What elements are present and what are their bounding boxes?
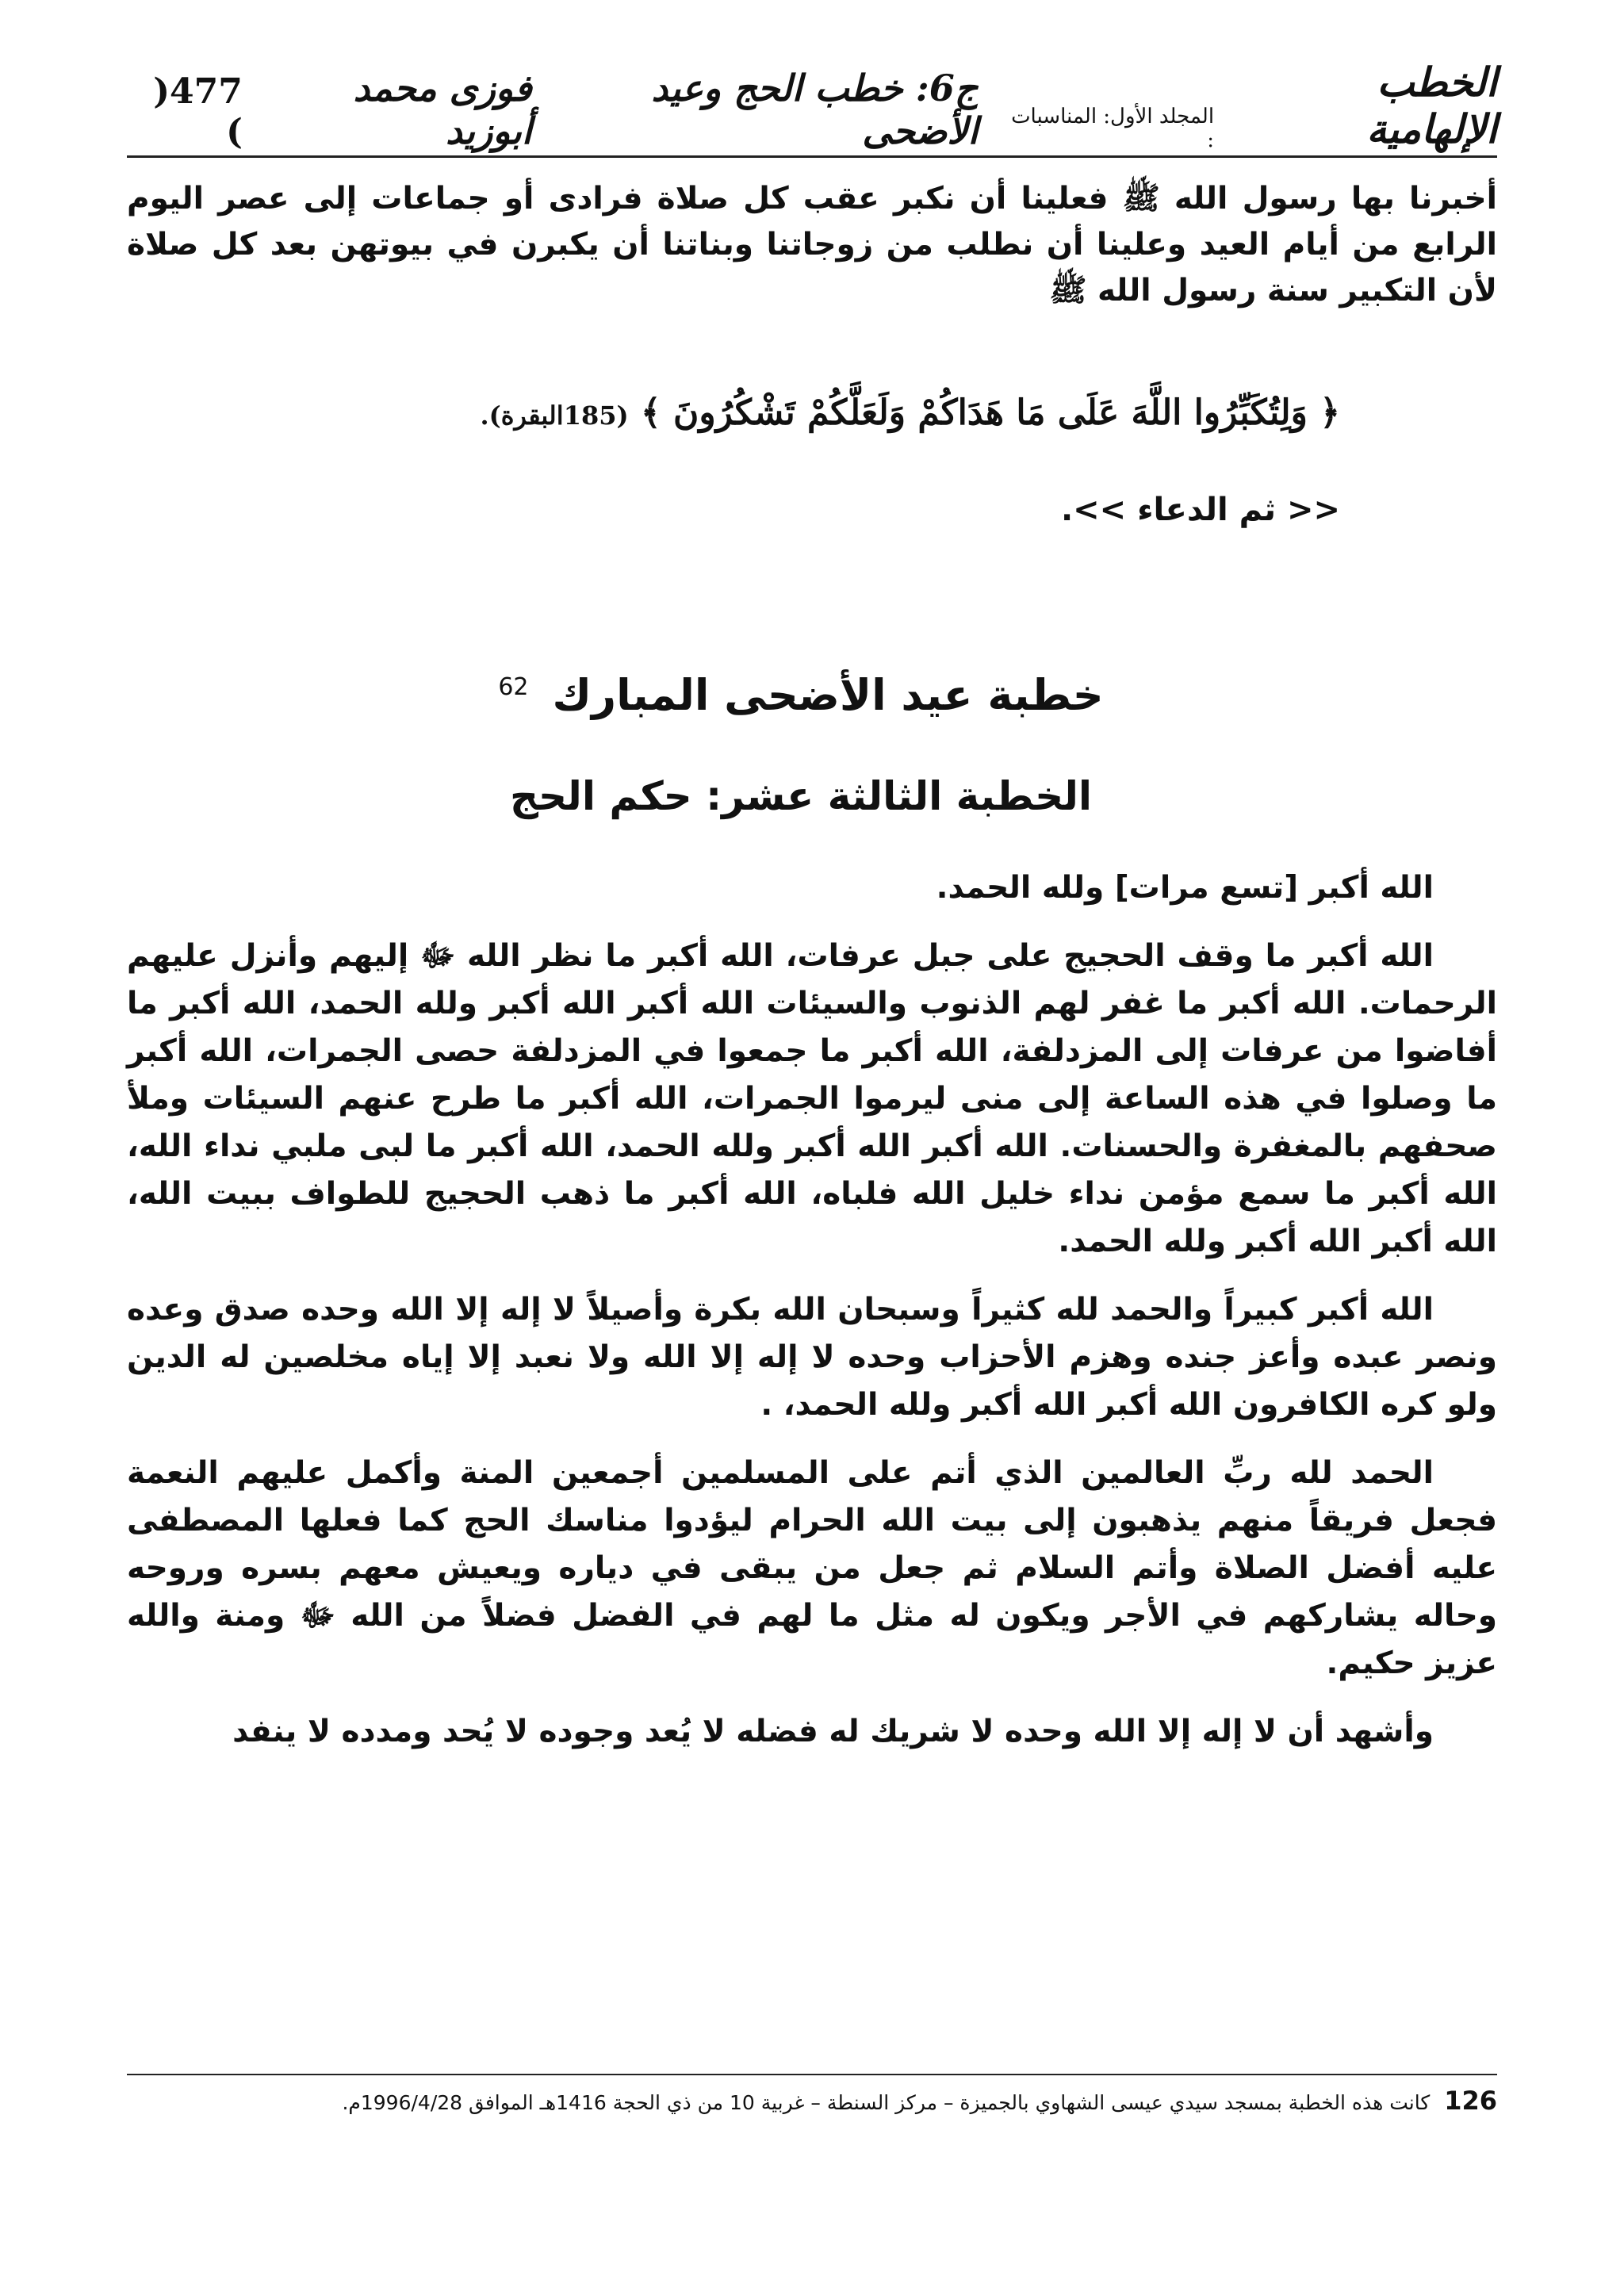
intro-paragraph-block: [127, 176, 1497, 314]
footnote-number: 126: [1444, 2086, 1497, 2116]
paragraph-3: الله أكبر كبيراً والحمد لله كثيراً وسبحان الله بكرة وأصيلاً لا إله إلا الله وحده صدق وعده ونصر عبده وأعز جنده وهزم الأحزاب وحده لا إله إلا الله ولا نعبد إلا إياه مخلصين له الدين ولو كره الكافرون الله أكبر الله أكبر ولله الحمد، .: [127, 1292, 1497, 1423]
running-header: [127, 59, 1497, 152]
header-right-group: [532, 59, 1497, 152]
header-left-group: [127, 67, 532, 152]
sermon-body: [127, 864, 1497, 1756]
paragraph-4: الحمد لله ربِّ العالمين الذي أتم على المسلمين أجمعين المنة وأكمل عليهم النعمة فجعل فريقاً منهم يذهبون إلى بيت الله الحرام ليؤدوا مناسك الحج كما فعلها المصطفى عليه أفضل الصلاة وأتم السلام ثم جعل من يبقى في دياره ويعيش معهم بسره وروحه وحاله يشاركهم في الأجر ويكون له مثل ما لهم في الفضل فضلاً من الله ﷻ ومنة والله عزيز حكيم.: [127, 1455, 1497, 1681]
footnote-reference: 62: [498, 673, 529, 701]
part-title: ج6: خطب الحج وعيد الأضحى: [651, 67, 979, 152]
paragraph-1: الله أكبر [تسع مرات] ولله الحمد.: [936, 870, 1434, 906]
footnote: [127, 2086, 1497, 2116]
header-rule: [127, 155, 1497, 158]
book-title: الخطب الإلهامية: [1366, 59, 1497, 152]
paragraph-5: وأشهد أن لا إله إلا الله وحده لا شريك له فضله لا يُعد وجوده لا يُحد ومدده لا ينفد: [232, 1714, 1434, 1749]
quran-verse: [301, 393, 1340, 433]
sermon-subtitle: الخطبة الثالثة عشر: حكم الحج: [509, 773, 1093, 819]
dua-line: << ثم الدعاء >>.: [1060, 492, 1340, 528]
sermon-title-block: [444, 670, 1158, 720]
intro-paragraph: أخبرنا بها رسول الله ﷺ فعلينا أن نكبر عقب كل صلاة فرادى أو جماعات إلى عصر اليوم الرابع من أيام العيد وعلينا أن نطلب من زوجاتنا وبناتنا أن يكبرن في بيوتهن بعد كل صلاة لأن التكبير سنة رسول الله ﷺ: [127, 181, 1497, 308]
footnote-rule: [127, 2074, 1497, 2075]
paragraph-2: الله أكبر ما وقف الحجيج على جبل عرفات، الله أكبر ما نظر الله ﷻ إليهم وأنزل عليهم الرحمات. الله أكبر ما غفر لهم الذنوب والسيئات الله أكبر الله أكبر ولله الحمد، الله أكبر ما أفاضوا من عرفات إلى المزدلفة، الله أكبر ما جمعوا في المزدلفة حصى الجمرات، الله أكبر ما وصلوا في هذه الساعة إلى منى ليرموا الجمرات، الله أكبر ما طرح عنهم السيئات وملأ صحفهم بالمغفرة والحسنات. الله أكبر الله أكبر ولله الحمد، الله أكبر ما لبى ملبي نداء الله، الله أكبر ما سمع مؤمن نداء خليل الله فلباه، الله أكبر ما ذهب الحجيج للطواف ببيت الله، الله أكبر الله أكبر ولله الحمد.: [127, 938, 1497, 1259]
page-number: 477( ): [153, 71, 243, 152]
verse-reference: (185البقرة).: [480, 400, 629, 431]
footnote-text: كانت هذه الخطبة بمسجد سيدي عيسى الشهاوي بالجميزة – مركز السنطة – غربية 10 من ذي الحجة 1416هـ الموافق 1996/4/28م.: [342, 2091, 1431, 2114]
author-name: فوزى محمد أبوزيد: [353, 67, 532, 152]
sermon-title: خطبة عيد الأضحى المبارك: [552, 670, 1104, 720]
verse-text: ﴿ وَلِتُكَبِّرُوا اللَّهَ عَلَى مَا هَدَاكُمْ وَلَعَلَّكُمْ تَشْكُرُونَ ﴾: [640, 393, 1340, 433]
volume-label: المجلد الأول: المناسبات :: [1011, 105, 1215, 152]
